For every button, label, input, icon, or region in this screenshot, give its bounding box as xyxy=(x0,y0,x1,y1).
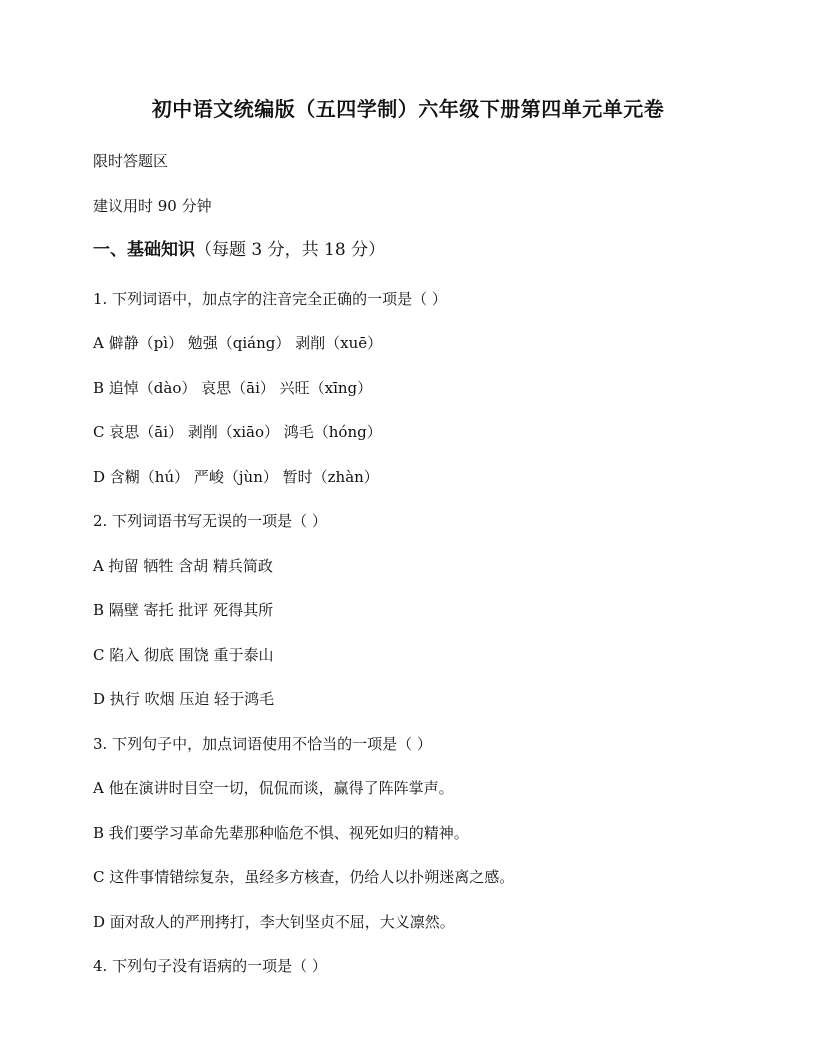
question-option: C 陷入 彻底 围饶 重于泰山 xyxy=(93,646,274,664)
question-option: B 我们要学习革命先辈那种临危不惧、视死如归的精神。 xyxy=(93,824,469,842)
intro-time-zone-label: 限时答题区 xyxy=(93,152,169,170)
question-stem: 4. 下列句子没有语病的一项是（ ） xyxy=(93,957,327,975)
question-stem: 2. 下列词语书写无误的一项是（ ） xyxy=(93,512,327,530)
question-option: D 执行 吹烟 压迫 轻于鸿毛 xyxy=(93,690,275,708)
question-option: C 这件事情错综复杂，虽经多方核查，仍给人以扑朔迷离之感。 xyxy=(93,868,515,886)
question-option: A 拘留 牺牲 含胡 精兵简政 xyxy=(93,557,273,575)
question-option: C 哀思（āi） 剥削（xiāo） 鸿毛（hóng） xyxy=(93,423,382,441)
document-title: 初中语文统编版（五四学制）六年级下册第四单元单元卷 xyxy=(151,97,665,121)
question-stem: 3. 下列句子中，加点词语使用不恰当的一项是（ ） xyxy=(93,735,432,753)
section-heading xyxy=(93,239,385,261)
question-option: B 追悼（dào） 哀思（āi） 兴旺（xīng） xyxy=(93,379,373,397)
question-option: A 僻静（pì） 勉强（qiáng） 剥削（xuē） xyxy=(93,334,383,352)
question-stem: 1. 下列词语中，加点字的注音完全正确的一项是（ ） xyxy=(93,290,447,308)
intro-suggested-time: 建议用时 90 分钟 xyxy=(93,197,212,215)
question-option: A 他在演讲时目空一切，侃侃而谈，赢得了阵阵掌声。 xyxy=(93,779,454,797)
question-option: B 隔壁 寄托 批评 死得其所 xyxy=(93,601,274,619)
question-option: D 含糊（hú） 严峻（jùn） 暂时（zhàn） xyxy=(93,468,379,486)
section-score-note: （每题 3 分，共 18 分） xyxy=(195,240,386,260)
section-title: 一、基础知识 xyxy=(93,240,195,260)
question-option: D 面对敌人的严刑拷打，李大钊坚贞不屈，大义凛然。 xyxy=(93,913,455,931)
